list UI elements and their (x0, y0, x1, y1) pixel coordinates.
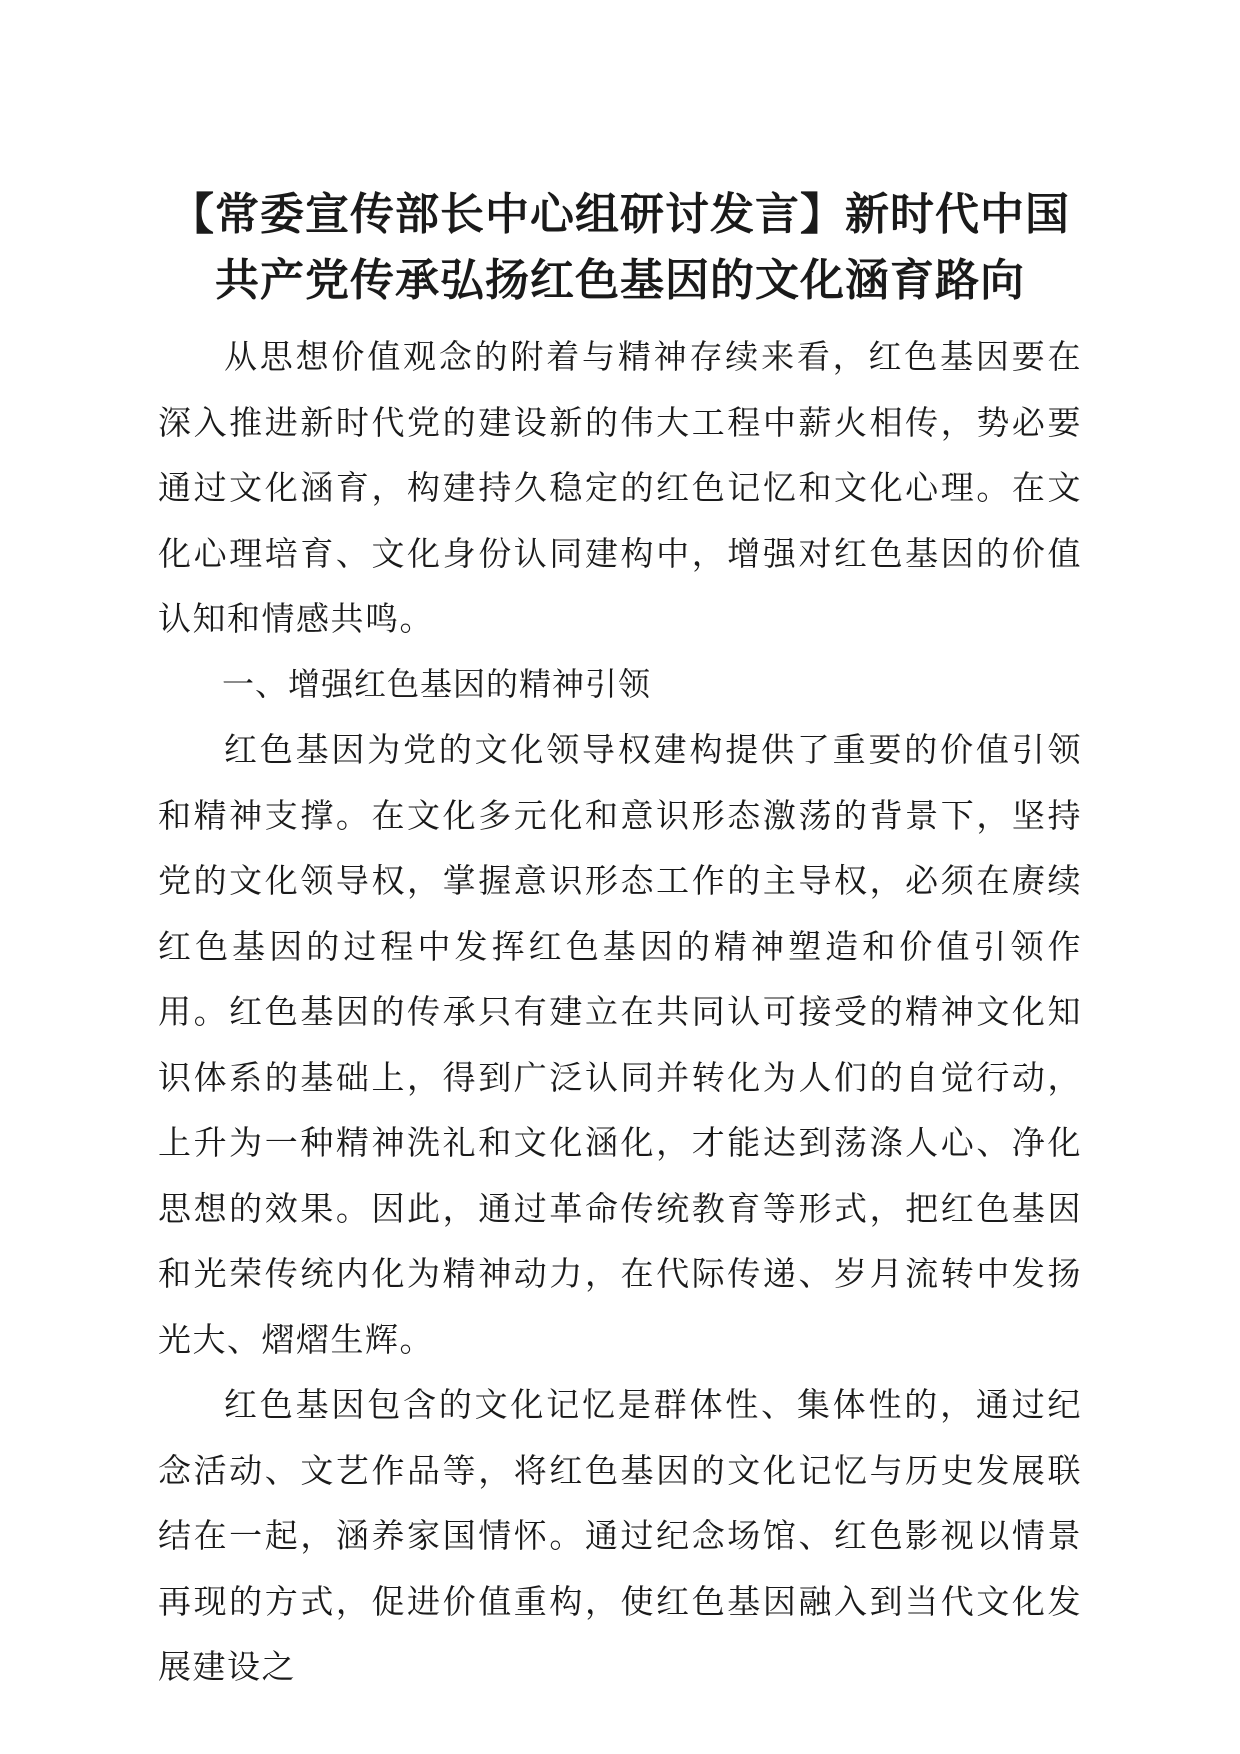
section-heading: 一、增强红色基因的精神引领 (222, 664, 652, 703)
body-paragraph: 红色基因包含的文化记忆是群体性、集体性的，通过纪念活动、文艺作品等，将红色基因的文化记忆与历史发展联结在一起，涵养家国情怀。通过纪念场馆、红色影视以情景再现的方式，促进价值重构，使红色基因融入到当代文化发展建设之 (158, 1385, 1082, 1686)
intro-paragraph: 从思想价值观念的附着与精神存续来看，红色基因要在深入推进新时代党的建设新的伟大工程中薪火相传，势必要通过文化涵育，构建持久稳定的红色记忆和文化心理。在文化心理培育、文化身份认同建构中，增强对红色基因的价值认知和情感共鸣。 (158, 337, 1082, 638)
document-body (158, 324, 1082, 1700)
body-paragraph: 红色基因为党的文化领导权建构提供了重要的价值引领和精神支撑。在文化多元化和意识形态激荡的背景下，坚持党的文化领导权，掌握意识形态工作的主导权，必须在赓续红色基因的过程中发挥红色基因的精神塑造和价值引领作用。红色基因的传承只有建立在共同认可接受的精神文化知识体系的基础上，得到广泛认同并转化为人们的自觉行动，上升为一种精神洗礼和文化涵化，才能达到荡涤人心、净化思想的效果。因此，通过革命传统教育等形式，把红色基因和光荣传统内化为精神动力，在代际传递、岁月流转中发扬光大、熠熠生辉。 (158, 730, 1082, 1359)
title-line-1: 【常委宣传部长中心组研讨发言】新时代中国 (170, 189, 1070, 240)
title-line-2: 共产党传承弘扬红色基因的文化涵育路向 (215, 255, 1025, 306)
document-title (158, 182, 1082, 314)
